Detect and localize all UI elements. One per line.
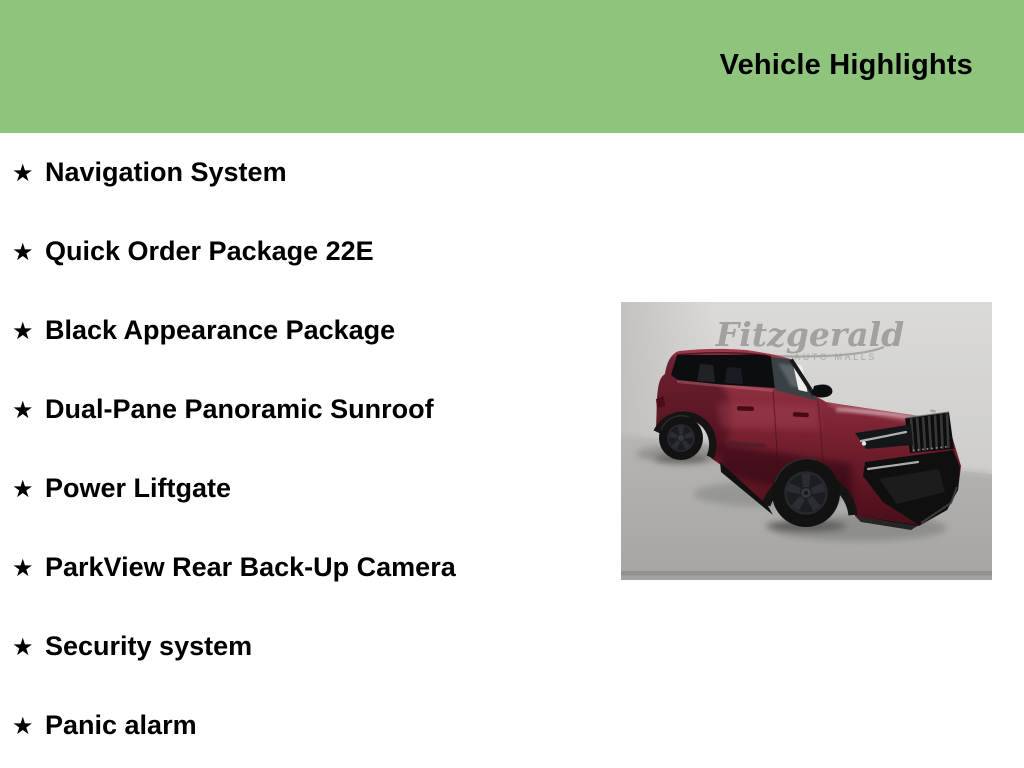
- side-mirror: [812, 385, 832, 398]
- vehicle-photo: [621, 302, 992, 580]
- header-banner: [0, 0, 1024, 133]
- page-title: Vehicle Highlights: [719, 49, 973, 81]
- list-item: [0, 686, 456, 765]
- list-item: [0, 133, 456, 212]
- highlight-label: Black Appearance Package: [45, 315, 396, 345]
- list-item: [0, 212, 456, 291]
- watermark-tagline: AUTO MALLS: [794, 352, 877, 362]
- highlight-label: Panic alarm: [45, 710, 197, 740]
- star-icon: ★: [12, 711, 34, 740]
- highlights-list: [0, 133, 456, 765]
- list-item: [0, 291, 456, 370]
- star-icon: ★: [12, 316, 34, 345]
- watermark-brand: Fitzgerald: [715, 315, 905, 354]
- highlight-label: Security system: [45, 631, 253, 661]
- list-item: [0, 528, 456, 607]
- star-icon: ★: [12, 474, 34, 503]
- star-icon: ★: [12, 237, 34, 266]
- list-item: [0, 370, 456, 449]
- star-icon: ★: [12, 553, 34, 582]
- star-icon: ★: [12, 158, 34, 187]
- list-item: [0, 607, 456, 686]
- highlight-label: Power Liftgate: [45, 473, 232, 503]
- highlight-label: Dual-Pane Panoramic Sunroof: [45, 394, 434, 424]
- rear-wheel: [659, 416, 703, 460]
- highlight-label: Quick Order Package 22E: [45, 236, 374, 266]
- highlight-label: ParkView Rear Back-Up Camera: [45, 552, 456, 582]
- star-icon: ★: [12, 632, 34, 661]
- star-icon: ★: [12, 395, 34, 424]
- list-item: [0, 449, 456, 528]
- highlight-label: Navigation System: [45, 157, 287, 187]
- front-wheel: [772, 459, 840, 527]
